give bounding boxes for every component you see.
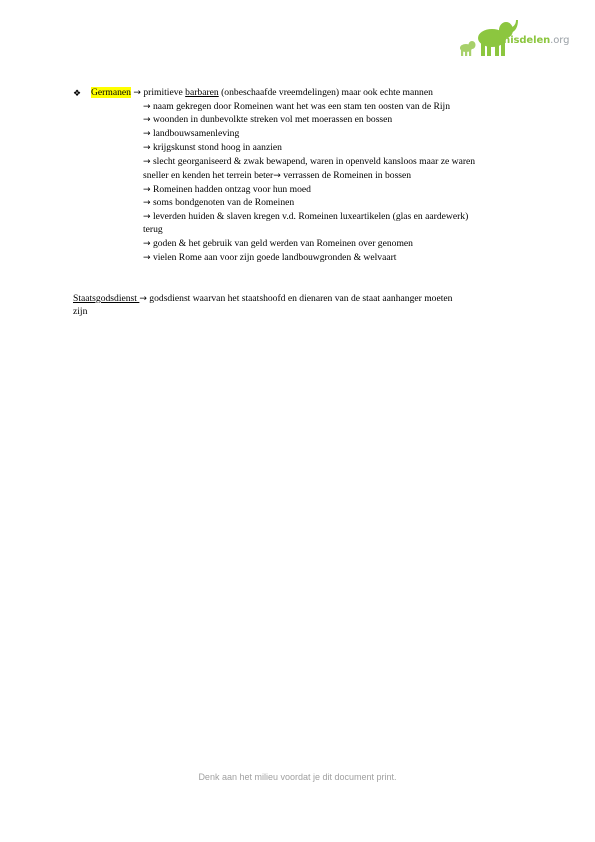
arrow-icon: → xyxy=(143,102,151,112)
germanen-line-post: (onbeschaafde vreemdelingen) maar ook echte mannen xyxy=(218,87,433,98)
list-item-continuation xyxy=(143,224,163,237)
list-item xyxy=(143,101,450,114)
list-item-text: leverden huiden & slaven kregen v.d. Romeinen luxeartikelen (glas en aardewerk) xyxy=(152,211,469,222)
list-item xyxy=(143,114,392,127)
list-item-text: vielen Rome aan voor zijn goede landbouwgronden & welvaart xyxy=(152,252,397,263)
list-item-text: goden & het gebruik van geld werden van Romeinen over genomen xyxy=(152,238,413,249)
arrow-icon: → xyxy=(273,171,281,181)
list-item-text: woonden in dunbevolkte streken vol met moerassen en bossen xyxy=(152,114,393,125)
barbaren-word: barbaren xyxy=(185,87,219,98)
germanen-line-pre: primitieve xyxy=(143,87,186,98)
footer-note: Denk aan het milieu voordat je dit document print. xyxy=(198,772,397,782)
bullet-icon: ❖ xyxy=(73,88,82,98)
list-item xyxy=(143,156,475,169)
list-item-text: krijgskunst stond hoog in aanzien xyxy=(152,142,282,153)
arrow-icon: → xyxy=(143,157,151,167)
staatsgodsdienst-line-cont xyxy=(73,306,87,319)
list-item-text: soms bondgenoten van de Romeinen xyxy=(152,197,295,208)
arrow-icon: → xyxy=(143,198,151,208)
germanen-term: Germanen xyxy=(91,87,131,98)
terug-text: terug xyxy=(143,224,163,235)
arrow-icon: → xyxy=(133,88,141,98)
list-item xyxy=(143,128,239,141)
logo-brand: Kennisdelen xyxy=(482,35,551,46)
arrow-icon: → xyxy=(143,212,151,222)
list-item-text: landbouwsamenleving xyxy=(152,128,240,139)
list-item xyxy=(143,252,396,265)
list-item xyxy=(143,238,413,251)
list-item xyxy=(143,142,282,155)
germanen-first-line xyxy=(91,87,433,100)
site-logo[interactable] xyxy=(456,18,576,62)
list-item-text: slecht georganiseerd & zwak bewapend, waren in openveld kansloos maar ze waren xyxy=(152,156,476,167)
list-item-text: Romeinen hadden ontzag voor hun moed xyxy=(152,184,311,195)
sneller-text: sneller en kenden het terrein beter xyxy=(143,170,274,181)
arrow-icon: → xyxy=(143,115,151,125)
list-item xyxy=(143,184,311,197)
list-item-continuation xyxy=(143,170,411,183)
arrow-icon: → xyxy=(143,129,151,139)
staatsgodsdienst-definition-cont: zijn xyxy=(73,306,88,317)
staatsgodsdienst-term: Staatsgodsdienst xyxy=(73,293,140,304)
list-item xyxy=(143,211,468,224)
list-item xyxy=(143,197,294,210)
arrow-icon: → xyxy=(143,253,151,263)
staatsgodsdienst-line xyxy=(73,293,452,306)
list-item-text: naam gekregen door Romeinen want het was een stam ten oosten van de Rijn xyxy=(152,101,451,112)
verrassen-text: verrassen de Romeinen in bossen xyxy=(280,170,412,181)
arrow-icon: → xyxy=(143,239,151,249)
arrow-icon: → xyxy=(143,185,151,195)
arrow-icon: → xyxy=(143,143,151,153)
logo-text xyxy=(482,35,569,46)
staatsgodsdienst-definition: godsdienst waarvan het staatshoofd en dienaren van de staat aanhanger moeten xyxy=(146,293,453,304)
arrow-icon: → xyxy=(139,294,147,304)
logo-tld: .org xyxy=(550,35,570,46)
